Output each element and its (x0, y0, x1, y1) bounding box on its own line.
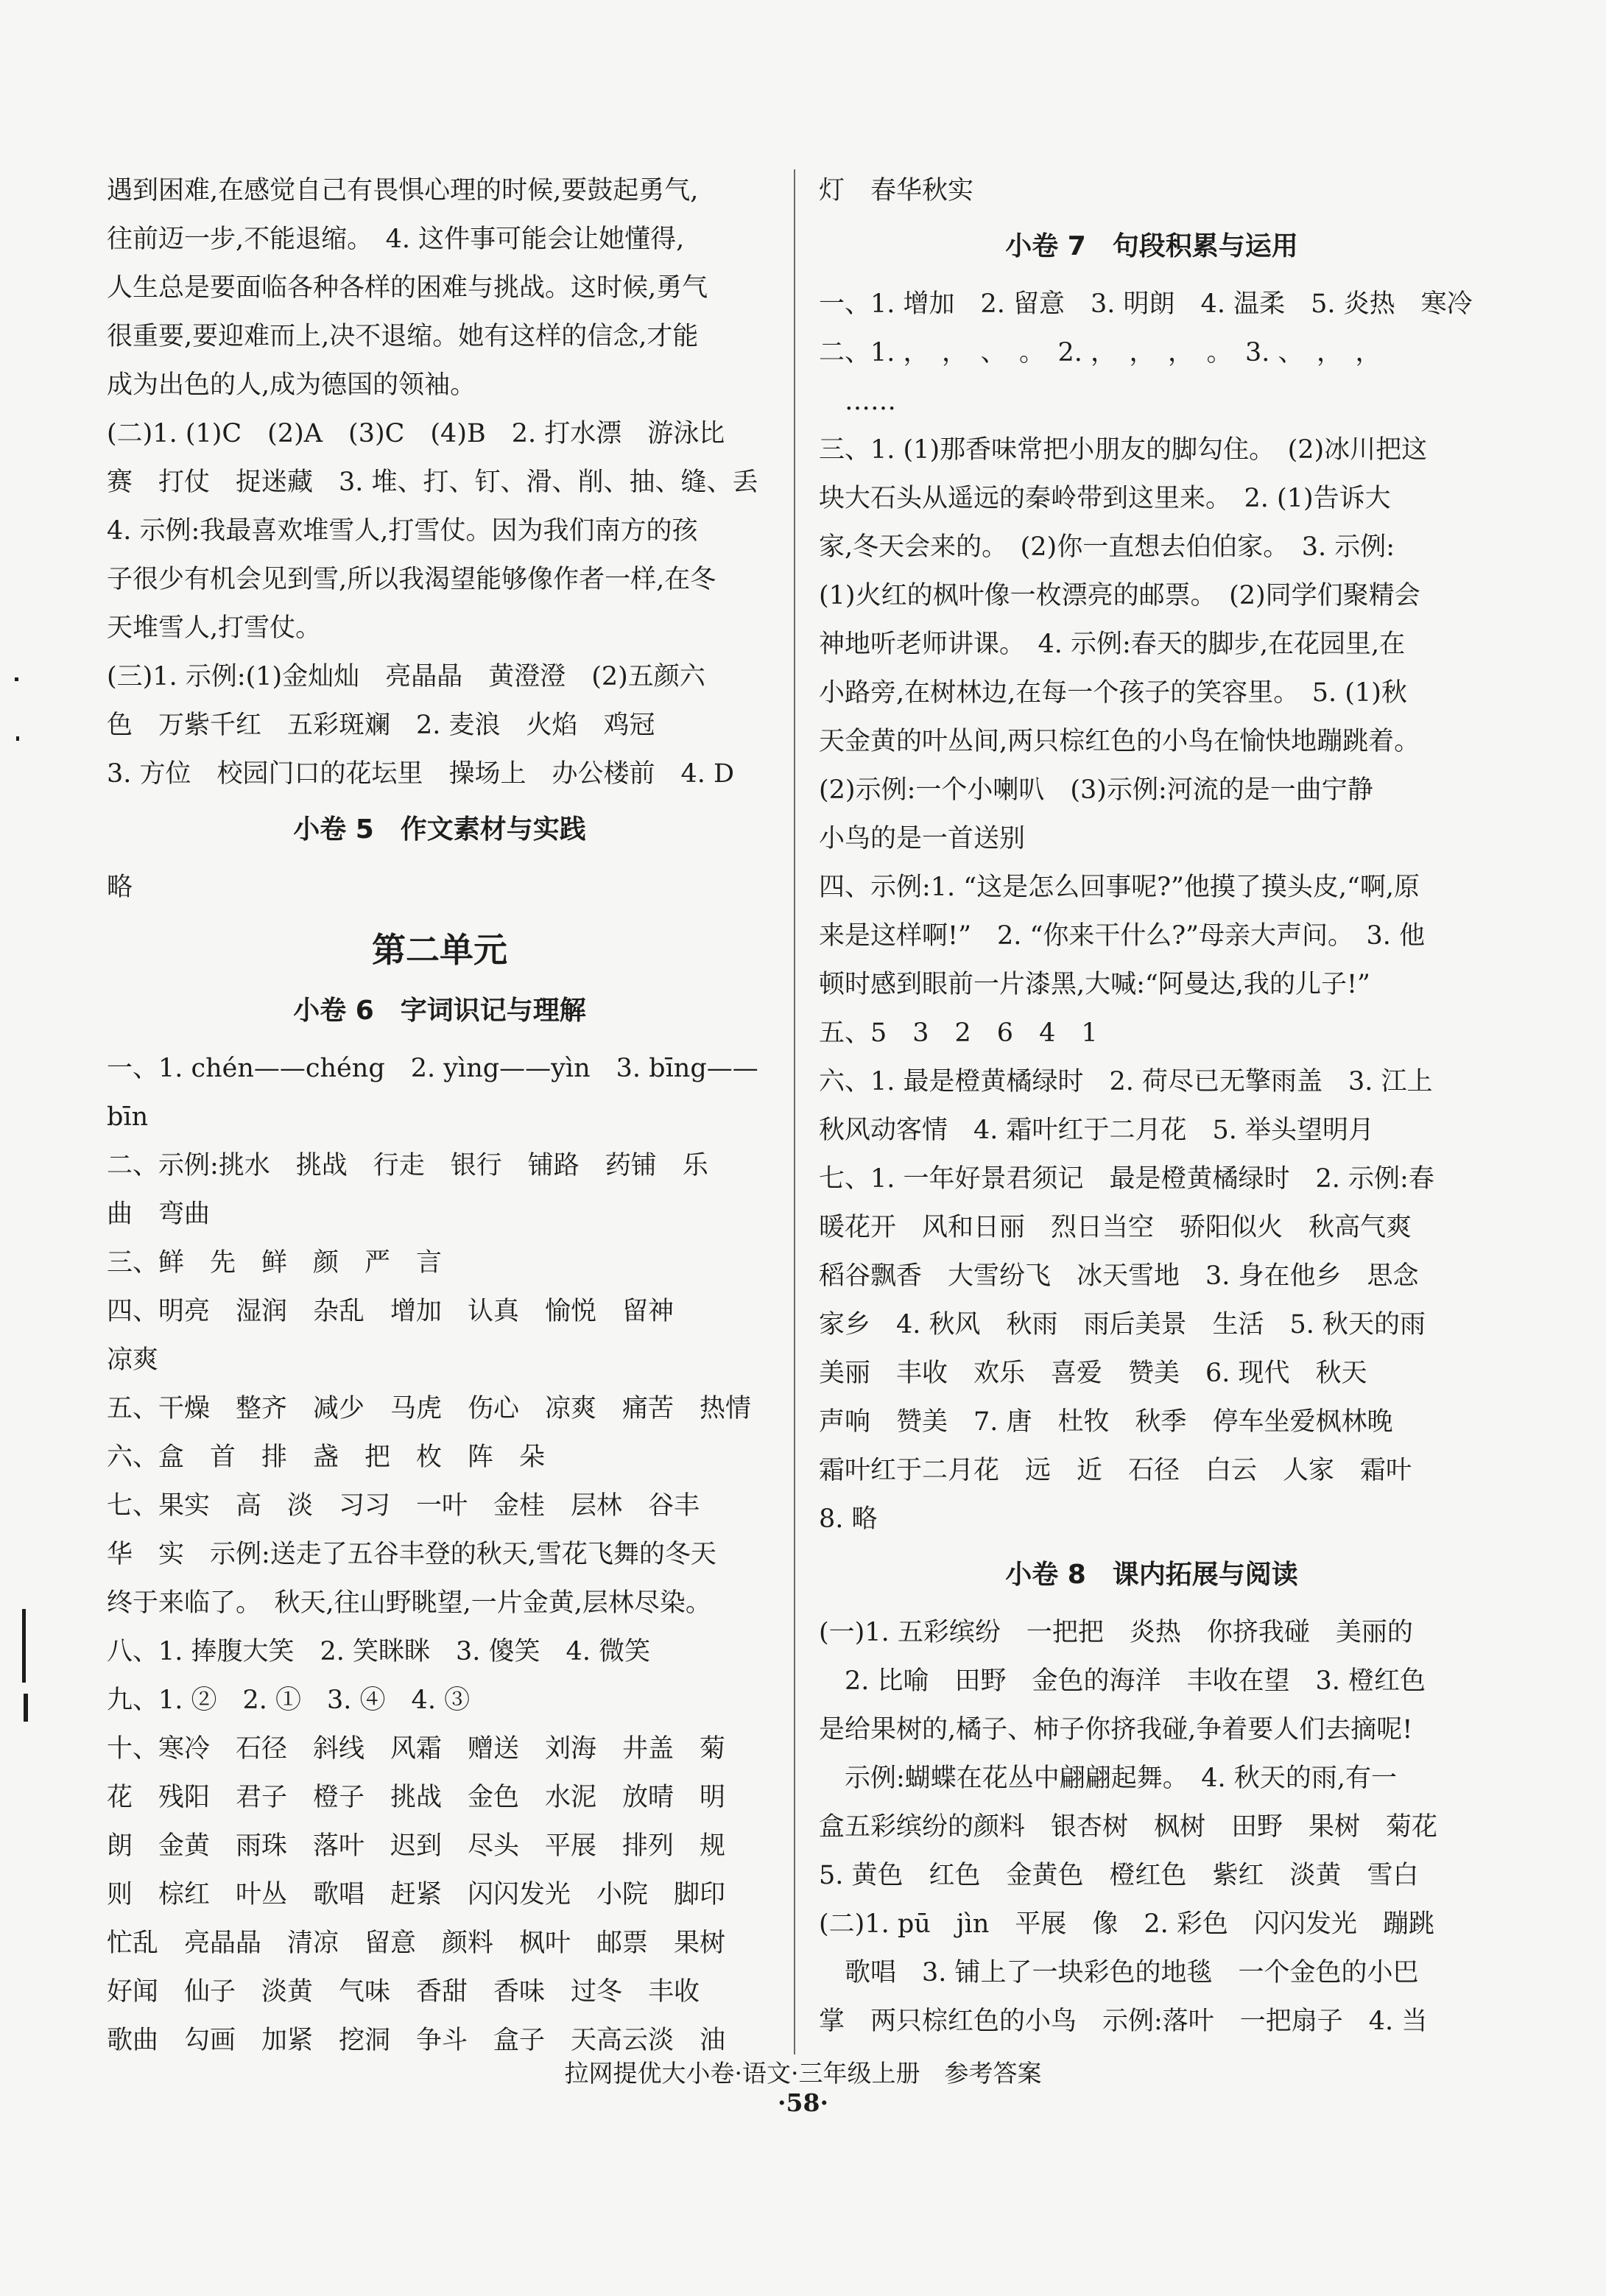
answer-line: 五、干燥 整齐 减少 马虎 伤心 凉爽 痛苦 热情 (107, 1394, 752, 1423)
answer-line: 小鸟的是一首送别 (819, 824, 1026, 853)
answer-line: 二、示例:挑水 挑战 行走 银行 铺路 药铺 乐 (107, 1151, 708, 1180)
answer-line: (1)火红的枫叶像一枚漂亮的邮票。 (2)同学们聚精会 (819, 581, 1420, 610)
answer-line: 六、1. 最是橙黄橘绿时 2. 荷尽已无擎雨盖 3. 江上 (819, 1067, 1433, 1096)
answer-line: (二)1. (1)C (2)A (3)C (4)B 2. 打水漂 游泳比 (107, 419, 725, 448)
page-number: ·58· (778, 2088, 828, 2117)
right-answers-section8 (819, 1608, 1485, 2046)
binding-mark (22, 1609, 26, 1683)
answer-line: 略 (107, 873, 133, 902)
answer-line: 七、果实 高 淡 习习 一叶 金桂 层林 谷丰 (107, 1491, 700, 1521)
answer-line: 神地听老师讲课。 4. 示例:春天的脚步,在花园里,在 (819, 630, 1406, 659)
answer-line: 小路旁,在树林边,在每一个孩子的笑容里。 5. (1)秋 (819, 678, 1407, 708)
answer-line: 家乡 4. 秋风 秋雨 雨后美景 生活 5. 秋天的雨 (819, 1310, 1426, 1339)
left-answers-unit1 (107, 166, 772, 798)
answer-line: …… (819, 387, 897, 416)
answer-line: 暖花开 风和日丽 烈日当空 骄阳似火 秋高气爽 (819, 1213, 1412, 1242)
answer-line: 华 实 示例:送走了五谷丰登的秋天,雪花飞舞的冬天 (107, 1540, 716, 1569)
answer-line: 歌唱 3. 铺上了一块彩色的地毯 一个金色的小巴 (819, 1958, 1419, 1987)
binding-mark (16, 736, 19, 741)
answer-line: 则 棕红 叶丛 歌唱 赶紧 闪闪发光 小院 脚印 (107, 1880, 726, 1909)
answer-line: 很重要,要迎难而上,决不退缩。她有这样的信念,才能 (107, 322, 699, 351)
answer-line: 六、盒 首 排 盏 把 枚 阵 朵 (107, 1443, 546, 1472)
unit-title: 第二单元 (372, 930, 507, 970)
answer-line: 八、1. 捧腹大笑 2. 笑眯眯 3. 傻笑 4. 微笑 (107, 1637, 651, 1666)
right-answers-continued (819, 166, 1485, 215)
answer-line: 三、鲜 先 鲜 颜 严 言 (107, 1248, 443, 1278)
answer-line: (2)示例:一个小喇叭 (3)示例:河流的是一曲宁静 (819, 775, 1373, 805)
answer-line: bīn (107, 1102, 149, 1132)
answer-line: 掌 两只棕红色的小鸟 示例:落叶 一把扇子 4. 当 (819, 2007, 1428, 2036)
binding-mark (24, 1694, 28, 1722)
answer-line: 人生总是要面临各种各样的困难与挑战。这时候,勇气 (107, 273, 708, 303)
answer-line: 天金黄的叶丛间,两只棕红色的小鸟在愉快地蹦跳着。 (819, 727, 1420, 756)
answer-line: 盒五彩缤纷的颜料 银杏树 枫树 田野 果树 菊花 (819, 1812, 1438, 1842)
right-column (819, 166, 1485, 2046)
answer-line: 花 残阳 君子 橙子 挑战 金色 水泥 放晴 明 (107, 1783, 726, 1812)
answer-line: 色 万紫千红 五彩斑斓 2. 麦浪 火焰 鸡冠 (107, 711, 655, 740)
answer-line: 成为出色的人,成为德国的领袖。 (107, 370, 476, 400)
answer-line: 凉爽 (107, 1345, 159, 1375)
answer-line: 一、1. 增加 2. 留意 3. 明朗 4. 温柔 5. 炎热 寒冷 (819, 289, 1473, 319)
answer-line: 二、1. ， ， 、 。 2. ， ， ， 。 3. 、 ， ， (819, 338, 1381, 367)
answer-line: 三、1. (1)那香味常把小朋友的脚勾住。 (2)冰川把这 (819, 435, 1428, 465)
answer-line: 忙乱 亮晶晶 清凉 留意 颜料 枫叶 邮票 果树 (107, 1929, 726, 1958)
answer-line: 赛 打仗 捉迷藏 3. 堆、打、钉、滑、削、抽、缝、丢 (107, 468, 758, 497)
answer-line: 是给果树的,橘子、柿子你挤我碰,争着要人们去摘呢! (819, 1715, 1413, 1744)
answer-line: 霜叶红于二月花 远 近 石径 白云 人家 霜叶 (819, 1456, 1412, 1485)
answer-line: (一)1. 五彩缤纷 一把把 炎热 你挤我碰 美丽的 (819, 1618, 1413, 1647)
binding-mark (15, 677, 18, 681)
left-column (107, 166, 772, 2065)
answer-line: (二)1. pū jìn 平展 像 2. 彩色 闪闪发光 蹦跳 (819, 1909, 1434, 1939)
answer-line: 一、1. chén——chéng 2. yìng——yìn 3. bīng—— (107, 1054, 758, 1083)
column-divider (794, 169, 795, 2054)
answer-line: 好闻 仙子 淡黄 气味 香甜 香味 过冬 丰收 (107, 1977, 700, 2007)
answer-line: 秋风动客情 4. 霜叶红于二月花 5. 举头望明月 (819, 1116, 1375, 1145)
answer-line: 稻谷飘香 大雪纷飞 冰天雪地 3. 身在他乡 思念 (819, 1261, 1419, 1291)
answer-line: 2. 比喻 田野 金色的海洋 丰收在望 3. 橙红色 (819, 1666, 1426, 1696)
answer-line: 遇到困难,在感觉自己有畏惧心理的时候,要鼓起勇气, (107, 176, 699, 205)
section-heading-5: 小卷 5 作文素材与实践 (293, 814, 586, 845)
answer-line: 示例:蝴蝶在花丛中翩翩起舞。 4. 秋天的雨,有一 (819, 1764, 1397, 1793)
answer-line: 七、1. 一年好景君须记 最是橙黄橘绿时 2. 示例:春 (819, 1164, 1434, 1194)
section-heading-6: 小卷 6 字词识记与理解 (293, 996, 586, 1026)
answer-line: 3. 方位 校园门口的花坛里 操场上 办公楼前 4. D (107, 759, 735, 789)
answer-line: 家,冬天会来的。 (2)你一直想去伯伯家。 3. 示例: (819, 532, 1395, 562)
answer-line: 子很少有机会见到雪,所以我渴望能够像作者一样,在冬 (107, 565, 716, 594)
answer-line: 顿时感到眼前一片漆黑,大喊:“阿曼达,我的儿子!” (819, 970, 1370, 999)
answer-line: 4. 示例:我最喜欢堆雪人,打雪仗。因为我们南方的孩 (107, 516, 698, 546)
answer-line: 九、1. ② 2. ① 3. ④ 4. ③ (107, 1686, 471, 1715)
section-heading-8: 小卷 8 课内拓展与阅读 (1005, 1560, 1298, 1590)
answer-line: 五、5 3 2 6 4 1 (819, 1018, 1098, 1048)
answer-line: 歌曲 勾画 加紧 挖洞 争斗 盒子 天高云淡 油 (107, 2026, 726, 2055)
section-heading-7: 小卷 7 句段积累与运用 (1005, 231, 1298, 261)
answer-line: 天堆雪人,打雪仗。 (107, 613, 322, 643)
right-answers-section7 (819, 280, 1485, 1543)
answer-line: 美丽 丰收 欢乐 喜爱 赞美 6. 现代 秋天 (819, 1359, 1367, 1388)
answer-line: 往前迈一步,不能退缩。 4. 这件事可能会让她懂得, (107, 225, 685, 254)
answer-line: 灯 春华秋实 (819, 176, 974, 205)
answer-line: 终于来临了。 秋天,往山野眺望,一片金黄,层林尽染。 (107, 1588, 711, 1618)
answer-line: (三)1. 示例:(1)金灿灿 亮晶晶 黄澄澄 (2)五颜六 (107, 662, 705, 691)
answer-line: 四、示例:1. “这是怎么回事呢?”他摸了摸头皮,“啊,原 (819, 873, 1420, 902)
answer-line: 5. 黄色 红色 金黄色 橙红色 紫红 淡黄 雪白 (819, 1861, 1419, 1890)
answer-line: 十、寒冷 石径 斜线 风霜 赠送 刘海 井盖 菊 (107, 1734, 726, 1764)
answer-line: 四、明亮 湿润 杂乱 增加 认真 愉悦 留神 (107, 1297, 675, 1326)
answer-line: 声响 赞美 7. 唐 杜牧 秋季 停车坐爱枫林晚 (819, 1407, 1393, 1437)
answer-line: 来是这样啊!” 2. “你来干什么?”母亲大声问。 3. 他 (819, 921, 1426, 951)
left-answers-section6 (107, 1044, 772, 2065)
footer-title: 拉网提优大小卷·语文·三年级上册 参考答案 (564, 2059, 1042, 2088)
answer-line: 曲 弯曲 (107, 1200, 211, 1229)
answer-line: 朗 金黄 雨珠 落叶 迟到 尽头 平展 排列 规 (107, 1831, 726, 1861)
left-answers-section5 (107, 863, 772, 912)
answer-line: 8. 略 (819, 1504, 878, 1534)
answer-line: 块大石头从遥远的秦岭带到这里来。 2. (1)告诉大 (819, 484, 1391, 513)
